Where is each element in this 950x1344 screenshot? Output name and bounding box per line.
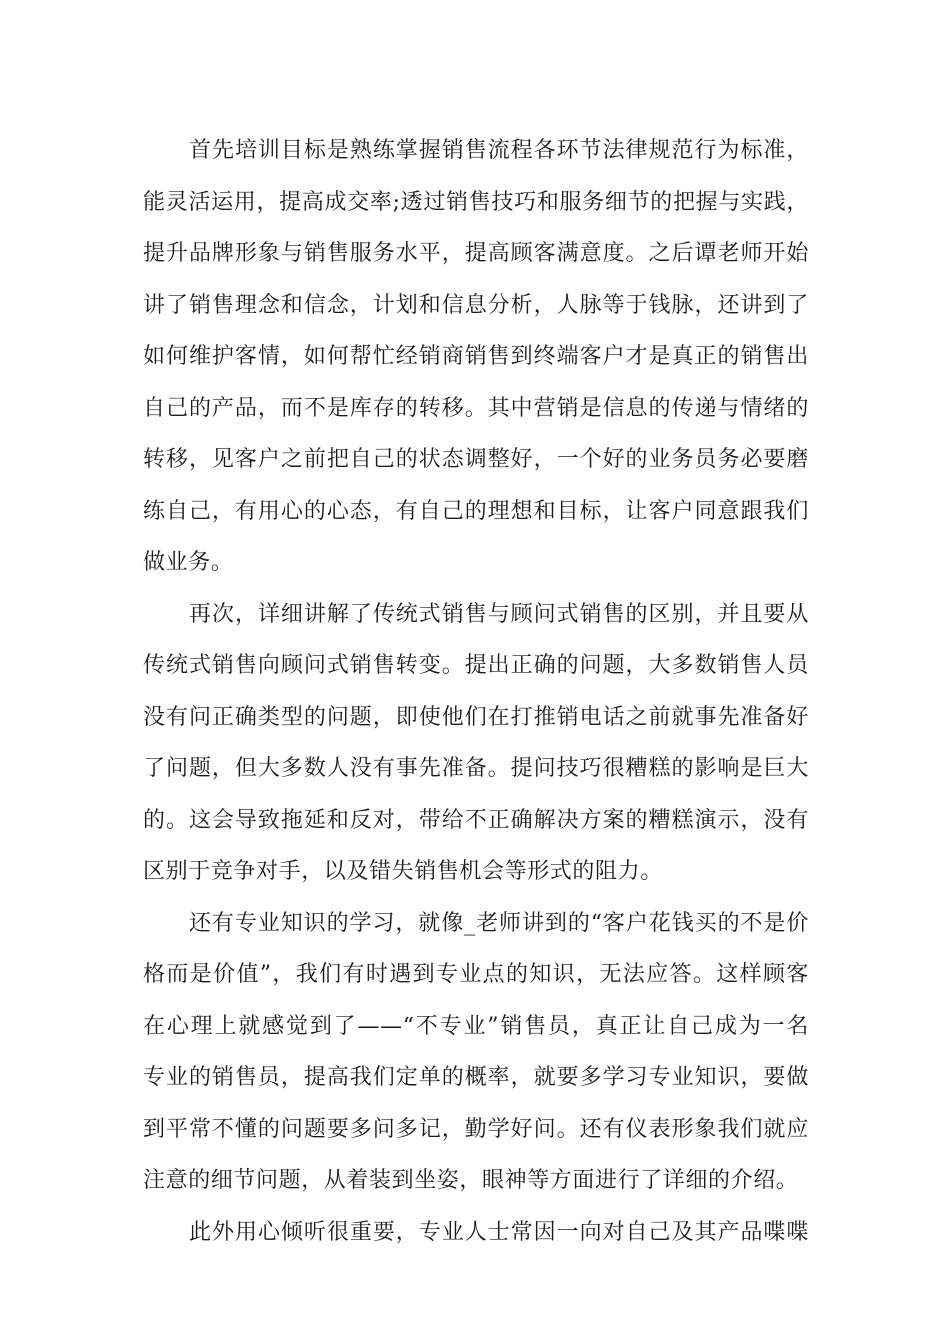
text-line: 首先培训目标是熟练掌握销售流程各环节法律规范行为标准， — [189, 138, 809, 163]
text-line: 格而是价值”，我们有时遇到专业点的知识，无法应答。这样顾客 — [143, 962, 809, 987]
text-line: 提升品牌形象与销售服务水平，提高顾客满意度。之后谭老师开始 — [143, 241, 809, 266]
text-line: 了问题，但大多数人没有事先准备。提问技巧很糟糕的影响是巨大 — [143, 756, 809, 781]
text-line: 还有专业知识的学习，就像_老师讲到的“客户花钱买的不是价 — [189, 910, 809, 936]
text-line: 专业的销售员，提高我们定单的概率，就要多学习专业知识，要做 — [143, 1065, 809, 1090]
text-line: 没有问正确类型的问题，即使他们在打推销电话之前就事先准备好 — [143, 704, 809, 730]
text-line: 传统式销售向顾问式销售转变。提出正确的问题，大多数销售人员 — [143, 653, 809, 678]
text-line: 在心理上就感觉到了——“不专业”销售员，真正让自己成为一名 — [143, 1013, 809, 1039]
text-line: 区别于竞争对手，以及错失销售机会等形式的阻力。 — [143, 859, 663, 884]
text-line: 到平常不懂的问题要多问多记，勤学好问。还有仪表形象我们就应 — [143, 1116, 809, 1142]
body-text — [143, 125, 809, 1258]
text-line: 的。这会导致拖延和反对，带给不正确解决方案的糟糕演示，没有 — [143, 807, 809, 833]
text-line: 此外用心倾听很重要，专业人士常因一向对自己及其产品喋喋 — [189, 1219, 809, 1245]
text-line: 再次，详细讲解了传统式销售与顾问式销售的区别，并且要从 — [189, 601, 809, 627]
text-line: 转移，见客户之前把自己的状态调整好，一个好的业务员务必要磨 — [143, 447, 809, 472]
text-line: 做业务。 — [143, 550, 234, 575]
text-line: 注意的细节问题，从着装到坐姿，眼神等方面进行了详细的介绍。 — [143, 1168, 799, 1193]
text-line: 能灵活运用，提高成交率;透过销售技巧和服务细节的把握与实践， — [143, 189, 809, 215]
text-line: 如何维护客情，如何帮忙经销商销售到终端客户才是真正的销售出 — [143, 344, 809, 369]
text-line: 练自己，有用心的心态，有自己的理想和目标，让客户同意跟我们 — [143, 498, 809, 524]
text-line: 讲了销售理念和信念，计划和信息分析，人脉等于钱脉，还讲到了 — [143, 292, 809, 318]
text-line: 自己的产品，而不是库存的转移。其中营销是信息的传递与情绪的 — [143, 395, 809, 421]
